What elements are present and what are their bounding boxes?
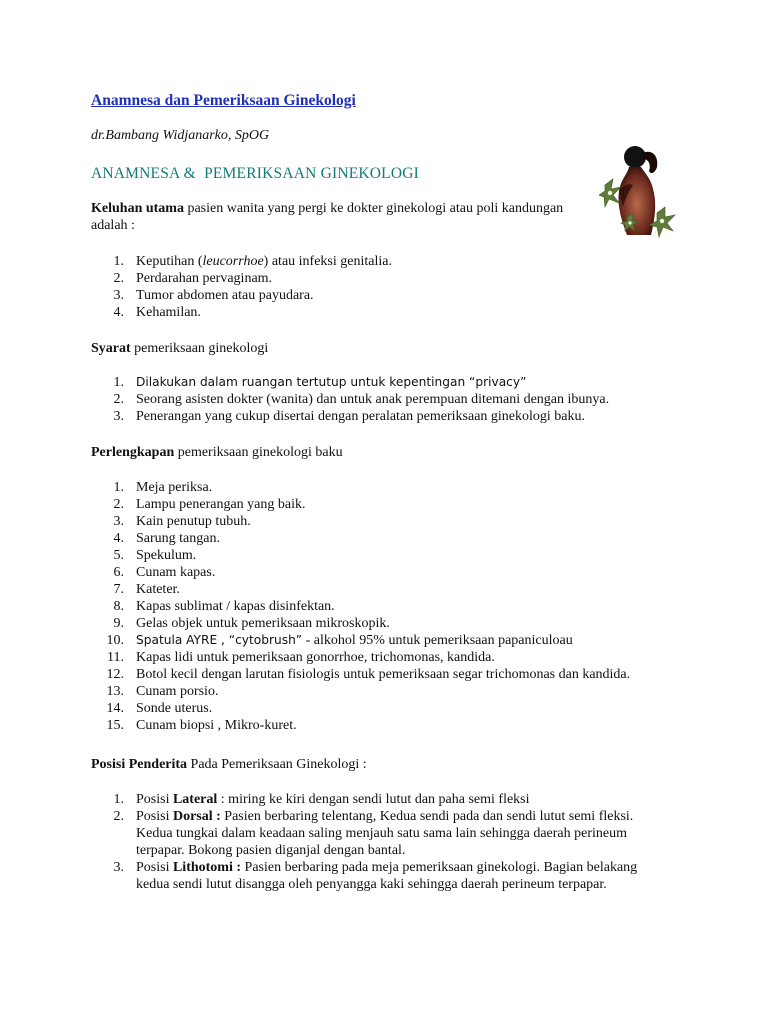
- posisi-label: Posisi Penderita: [91, 757, 188, 772]
- perlengkapan-label: Perlengkapan: [91, 445, 175, 460]
- document-title-link[interactable]: Anamnesa dan Pemeriksaan Ginekologi: [91, 92, 356, 109]
- list-item: 11. Kapas lidi untuk pemeriksaan gonorrhoe, trichomonas, kandida.: [107, 650, 495, 665]
- main-heading: ANAMNESA & PEMERIKSAAN GINEKOLOGI: [91, 165, 419, 182]
- syarat-list: [91, 374, 609, 425]
- list-item: 3. Penerangan yang cukup disertai dengan peralatan pemeriksaan ginekologi baku.: [113, 409, 586, 424]
- list-item: 7. Kateter.: [113, 582, 180, 597]
- list-item: 2. Perdarahan pervaginam.: [113, 271, 273, 286]
- list-item: 3. Posisi Lithotomi : Pasien berbaring pada meja pemeriksaan ginekologi. Bagian belakang kedua sendi lutut disangga oleh penyangga kaki sehingga daerah perineum terpapar.: [113, 860, 638, 892]
- keluhan-label: Keluhan utama: [91, 201, 184, 216]
- list-item: 1. Keputihan (leucorrhoe) atau infeksi genitalia.: [113, 254, 392, 269]
- keluhan-paragraph: [91, 200, 601, 234]
- list-item: 15. Cunam biopsi , Mikro-kuret.: [106, 718, 297, 733]
- keluhan-list: [91, 253, 392, 321]
- list-item: 2. Seorang asisten dokter (wanita) dan untuk anak perempuan ditemani dengan ibunya.: [113, 392, 610, 407]
- syarat-paragraph: [91, 340, 268, 357]
- woman-silhouette-with-flowers-icon: [599, 145, 679, 241]
- posisi-text: Pada Pemeriksaan Ginekologi :: [187, 757, 367, 772]
- list-item: 1. Posisi Lateral : miring ke kiri dengan sendi lutut dan paha semi fleksi: [113, 792, 530, 807]
- posisi-paragraph: [91, 756, 367, 773]
- author-line: dr.Bambang Widjanarko, SpOG: [91, 128, 270, 143]
- list-item: 4. Kehamilan.: [113, 305, 201, 320]
- list-item: 2. Lampu penerangan yang baik.: [113, 497, 306, 512]
- list-item: 14. Sonde uterus.: [106, 701, 213, 716]
- list-item: 4. Sarung tangan.: [113, 531, 220, 546]
- list-item: 6. Cunam kapas.: [113, 565, 216, 580]
- list-item: 3. Tumor abdomen atau payudara.: [113, 288, 314, 303]
- syarat-label: Syarat: [91, 341, 131, 356]
- posisi-list: [91, 791, 637, 893]
- list-item: 1. Dilakukan dalam ruangan tertutup untuk kepentingan “privacy”: [113, 375, 527, 390]
- list-item: 1. Meja periksa.: [113, 480, 213, 495]
- list-item: 13. Cunam porsio.: [106, 684, 219, 699]
- list-item: 3. Kain penutup tubuh.: [113, 514, 251, 529]
- list-item: 12. Botol kecil dengan larutan fisiologis untuk pemeriksaan segar trichomonas dan kandida.: [106, 667, 631, 682]
- list-item: 10. Spatula AYRE , “cytobrush” - alkohol 95% untuk pemeriksaan papaniculoau: [106, 633, 573, 648]
- perlengkapan-list: [91, 479, 630, 734]
- perlengkapan-text: pemeriksaan ginekologi baku: [174, 445, 343, 460]
- list-item: 8. Kapas sublimat / kapas disinfektan.: [113, 599, 335, 614]
- list-item: 9. Gelas objek untuk pemeriksaan mikroskopik.: [113, 616, 390, 631]
- list-item: 2. Posisi Dorsal : Pasien berbaring telentang, Kedua sendi pada dan sendi lutut semi fleksi. Kedua tungkai dalam keadaan saling menjauh satu sama lain sehingga daerah perineum terpapar. Bokong pasien diganjal dengan bantal.: [113, 809, 634, 858]
- keluhan-text-line1: pasien wanita yang pergi ke dokter ginekologi atau poli kandungan: [183, 201, 564, 216]
- list-item: 5. Spekulum.: [113, 548, 197, 563]
- perlengkapan-paragraph: [91, 444, 343, 461]
- syarat-text: pemeriksaan ginekologi: [130, 341, 269, 356]
- keluhan-text-line2: adalah :: [91, 218, 135, 233]
